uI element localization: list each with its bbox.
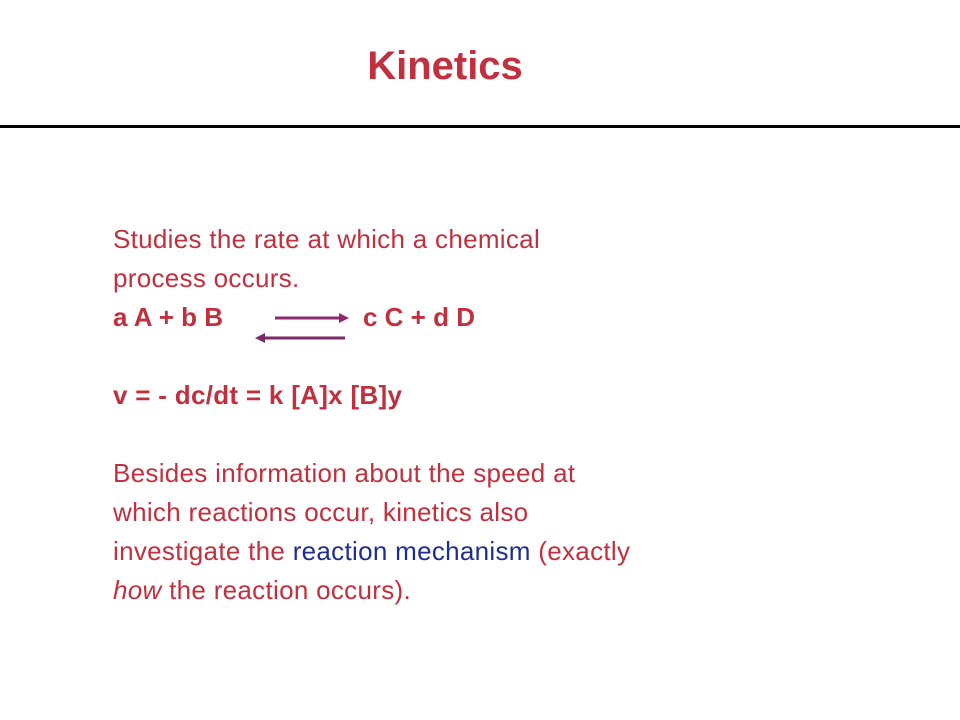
spacer xyxy=(113,415,813,454)
reactants: a A + b B xyxy=(113,302,224,332)
description-line-2: which reactions occur, kinetics also xyxy=(113,497,529,527)
description-line-3 xyxy=(113,532,813,571)
title-divider xyxy=(0,125,960,128)
how-emphasis: how xyxy=(113,575,162,605)
description-line-1: Besides information about the speed at xyxy=(113,458,576,488)
reaction-mechanism-highlight: reaction mechanism xyxy=(292,536,531,566)
description-line-3-start: investigate the xyxy=(113,536,293,566)
spacer xyxy=(113,337,813,376)
equilibrium-arrows-icon xyxy=(253,306,353,346)
description-line-4 xyxy=(113,571,813,610)
description-line-4-end: the reaction occurs). xyxy=(161,575,411,605)
reaction-equation xyxy=(113,298,813,337)
slide-title: Kinetics xyxy=(367,44,523,88)
slide-body xyxy=(113,220,813,610)
products: c C + d D xyxy=(363,302,475,332)
forward-arrowhead xyxy=(339,313,349,323)
reverse-arrowhead xyxy=(255,333,265,343)
intro-line-1: Studies the rate at which a chemical xyxy=(113,224,541,254)
intro-line-2: process occurs. xyxy=(113,263,300,293)
rate-law: v = - dc/dt = k [A]x [B]y xyxy=(113,380,403,410)
description-line-3-end: (exactly xyxy=(530,536,631,566)
